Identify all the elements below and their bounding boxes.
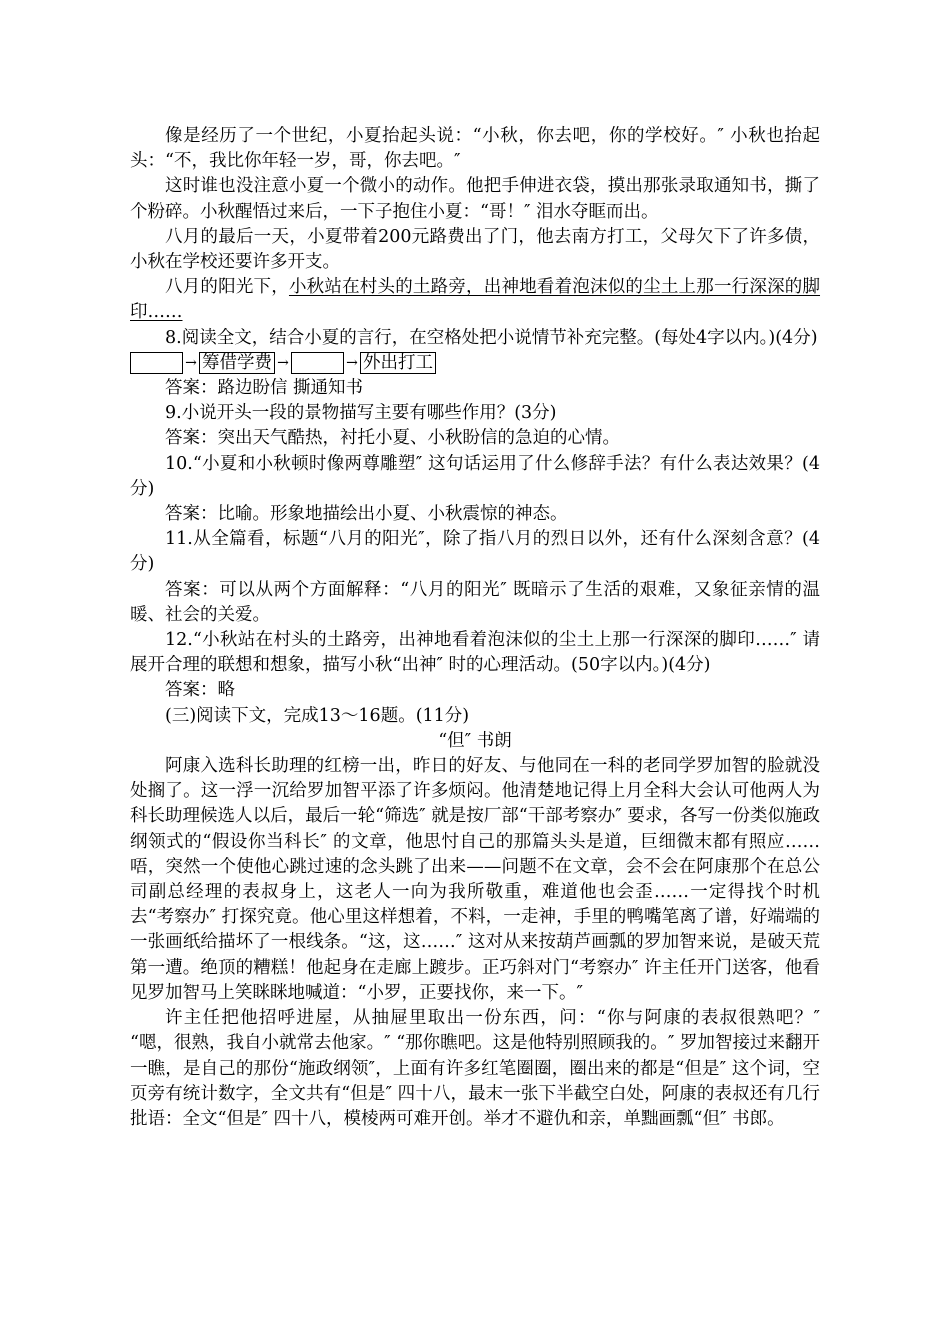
answer-9: 答案：突出天气酷热，衬托小夏、小秋盼信的急迫的心情。 — [165, 428, 620, 449]
plot-flow-diagram — [130, 351, 820, 376]
section-3-paragraph-1: 阿康入选科长助理的红榜一出，昨日的好友、与他同在一科的老同学罗加智的脸就没处搁了。这一浮一沉给罗加智平添了许多烦闷。他清楚地记得上月全科大会认可他两人为科长助理候选人以后，最后一轮“筛选″ 就是按厂部“干部考察办″ 要求，各写一份类似施政纲领式的“假设你当科长″ 的文章，他思忖自己的那篇头头是道，巨细微末都有照应……唔，突然一个使他心跳过速的念头跳了出来——问题不在文章，会不会在阿康那个在总公司副总经理的表叔身上，这老人一向为我所敬重，难道他也会歪……一定得找个时机去“考察办″ 打探究竟。他心里这样想着，不料，一走神，手里的鸭嘴笔离了谱，好端端的一张画纸给描坏了一根线条。“这，这……″ 这对从来按葫芦画瓢的罗加智来说，是破天荒第一遭。绝顶的糟糕！他起身在走廊上踱步。正巧斜对门“考察办″ 许主任开门送客，他看见罗加智马上笑眯眯地喊道：“小罗，正要找你，来一下。″ — [130, 756, 820, 1003]
answer-8: 答案：路边盼信 撕通知书 — [165, 378, 364, 399]
arrow-right-icon: → — [346, 355, 358, 372]
story-title: “但″ 书朗 — [438, 730, 512, 751]
plot-blank-box-1 — [130, 352, 183, 374]
story-paragraph-1: 像是经历了一个世纪，小夏抬起头说：“小秋，你去吧，你的学校好。″ 小秋也抬起头：“不，我比你年轻一岁，哥，你去吧。″ — [130, 126, 820, 172]
plot-box-fundraising: 筹借学费 — [199, 352, 275, 374]
arrow-right-icon: → — [185, 355, 197, 372]
plot-blank-box-2 — [291, 352, 344, 374]
underlined-sentence: 小秋站在村头的土路旁，出神地看着泡沫似的尘土上那一行深深的脚印…… — [130, 277, 821, 323]
story-paragraph-4-lead: 八月的阳光下， — [165, 277, 289, 298]
plot-box-working-away: 外出打工 — [360, 352, 436, 374]
question-11: 11.从全篇看，标题“八月的阳光″，除了指八月的烈日以外，还有什么深刻含意？(4分) — [130, 529, 820, 575]
story-paragraph-4 — [130, 275, 820, 325]
section-3-heading: (三)阅读下文，完成13～16题。(11分) — [165, 705, 470, 726]
question-8: 8.阅读全文，结合小夏的言行，在空格处把小说情节补充完整。(每处4字以内。)(4分) — [165, 327, 818, 348]
question-12: 12.“小秋站在村头的土路旁，出神地看着泡沫似的尘土上那一行深深的脚印……″ 请展开合理的联想和想象，描写小秋“出神″ 时的心理活动。(50字以内。)(4分) — [130, 630, 820, 676]
section-3-paragraph-2: 许主任把他招呼进屋，从抽屉里取出一份东西，问：“你与阿康的表叔很熟吧？″ “嗯，很熟，我自小就常去他家。″ “那你瞧吧。这是他特别照顾我的。″ 罗加智接过来翻开一瞧，是自己的那份“施政纲领″，上面有许多红笔圈圈，圈出来的都是“但是″ 这个词，空页旁有统计数字，全文共有“但是″ 四十八，最末一张下半截空白处，阿康的表叔还有几行批语：全文“但是″ 四十八，模棱两可难开创。举才不避仇和亲，单黜画瓢“但″ 书郎。 — [130, 1008, 820, 1129]
question-9: 9.小说开头一段的景物描写主要有哪些作用？(3分) — [165, 403, 557, 424]
answer-12: 答案：略 — [165, 680, 235, 701]
answer-11: 答案：可以从两个方面解释：“八月的阳光″ 既暗示了生活的艰难，又象征亲情的温暖、社会的关爱。 — [130, 579, 820, 625]
answer-10: 答案：比喻。形象地描绘出小夏、小秋震惊的神态。 — [165, 504, 568, 525]
arrow-right-icon: → — [277, 355, 289, 372]
story-paragraph-3: 八月的最后一天，小夏带着200元路费出了门，他去南方打工，父母欠下了许多债，小秋在学校还要许多开支。 — [130, 226, 820, 273]
story-paragraph-2: 这时谁也没注意小夏一个微小的动作。他把手伸进衣袋，摸出那张录取通知书，撕了个粉碎。小秋醒悟过来后，一下子抱住小夏：“哥！″ 泪水夺眶而出。 — [130, 176, 820, 222]
question-10: 10.“小夏和小秋顿时像两尊雕塑″ 这句话运用了什么修辞手法？有什么表达效果？(4分) — [130, 453, 820, 499]
document-page — [130, 124, 820, 1132]
